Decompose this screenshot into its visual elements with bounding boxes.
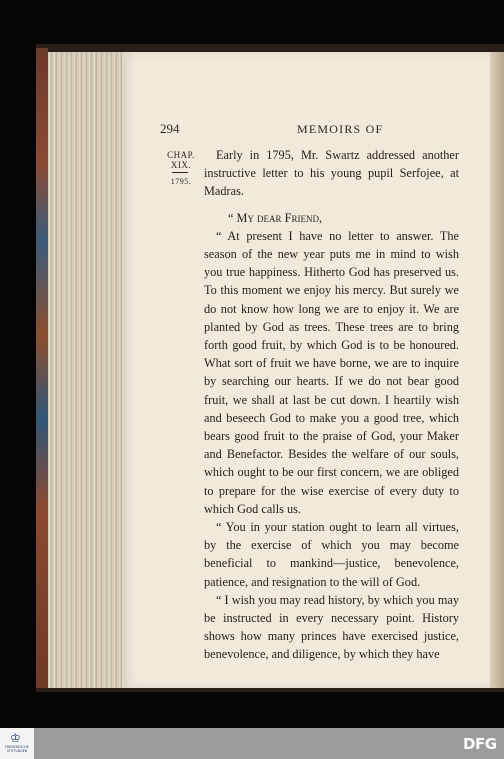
running-head: MEMOIRS OF	[297, 122, 384, 136]
page-edges	[48, 52, 122, 688]
dfg-logo: DFG	[463, 735, 497, 753]
body-text	[204, 146, 459, 664]
letter-paragraph: “ At present I have no letter to answer. The season of the new year puts me in mind to wish you true happiness. Hitherto God has preserved us. To this moment we enjoy his mercy. But surely we do not know how long we are to enjoy it. We are planted by God as trees. These trees are to bring forth good fruit, by which God is to be honoured. What sort of fruit we have borne, we are to inquire by searching our hearts. If we do not bear good fruit, we shall at last be cut down. I heartily wish and beseech God to make you a good tree, which bears good fruit to the praise of God, your Maker and Benefactor. Besides the welfare of our souls, which ought to be our first concern, we are obliged to prepare for the wise exercise of every duty to which God calls us.	[204, 228, 459, 516]
library-logo-text: FRANCKESCHE STIFTUNGEN	[5, 745, 29, 753]
letter-salutation: “ My dear Friend,	[228, 210, 323, 225]
library-crest-icon: ♔	[10, 731, 21, 745]
footer-bar	[0, 728, 504, 759]
intro-paragraph: Early in 1795, Mr. Swartz addressed another instructive letter to his young pupil Serfojee, at Madras.	[204, 148, 459, 199]
margin-chapter-number: XIX.	[170, 160, 192, 170]
margin-year: 1795.	[170, 177, 192, 186]
margin-rule	[172, 172, 188, 173]
letter-paragraph: “ I wish you may read history, by which you may be instructed in every necessary point. History shows how many princes have exercised justice, benevolence, and diligence, by which they have	[204, 592, 459, 662]
margin-chapter-label: CHAP.	[167, 150, 195, 160]
page-gutter-shadow	[490, 52, 504, 688]
letter-paragraph: “ You in your station ought to learn all virtues, by the exercise of which you may become beneficial to mankind—justice, benevolence, patience, and resignation to the will of God.	[204, 520, 459, 589]
page-number: 294	[160, 121, 180, 136]
marbled-edge	[36, 48, 48, 688]
